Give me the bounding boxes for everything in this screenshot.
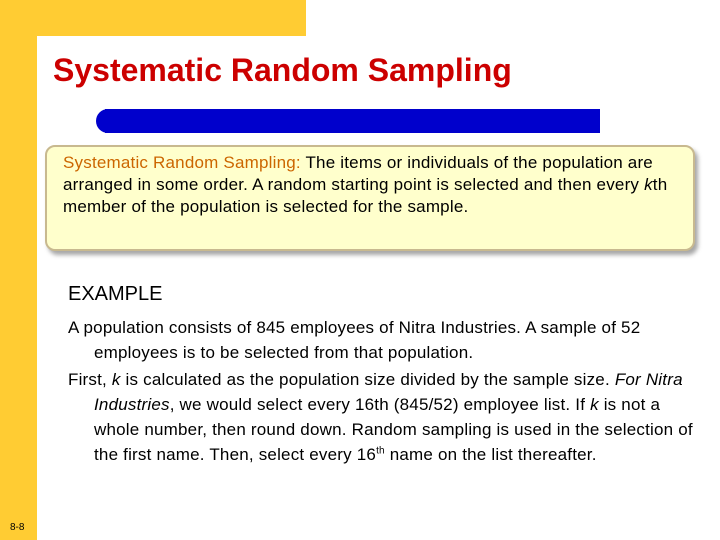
p2-text-d: is not a whole number, then round down. Random sampling is used in the selection of the first name. Then, select every 16 [94, 395, 693, 464]
title-underline-bar [105, 109, 600, 133]
p2-text-b: is calculated as the population size divided by the sample size. [120, 370, 615, 389]
slide-title: Systematic Random Sampling [53, 52, 512, 88]
p2-text-c: , we would select every 16th (845/52) employee list. If [169, 395, 591, 414]
definition-box [45, 145, 695, 251]
definition-text-2: th member of the population is selected for the sample. [63, 175, 668, 216]
p2-k-1: k [111, 370, 121, 389]
frame-left-band [0, 0, 37, 540]
definition-text-1: The items or individuals of the population are arranged in some order. A random starting point is selected and then every [63, 153, 653, 194]
example-paragraph-2 [68, 367, 708, 467]
example-paragraph-1: A population consists of 845 employees of Nitra Industries. A sample of 52 employees is to be selected from that population. [68, 318, 641, 362]
p2-italic-company: For Nitra Industries [94, 370, 683, 414]
page-number: 8-8 [10, 522, 25, 533]
frame-top-band [0, 0, 306, 36]
p2-text-e: name on the list thereafter. [384, 445, 597, 464]
p2-k-2: k [590, 395, 599, 414]
p2-text-a: First, [68, 370, 112, 389]
example-heading: EXAMPLE [68, 283, 163, 305]
definition-term: Systematic Random Sampling: [63, 153, 301, 172]
definition-k: k [644, 175, 653, 194]
p2-superscript-th: th [376, 445, 385, 457]
